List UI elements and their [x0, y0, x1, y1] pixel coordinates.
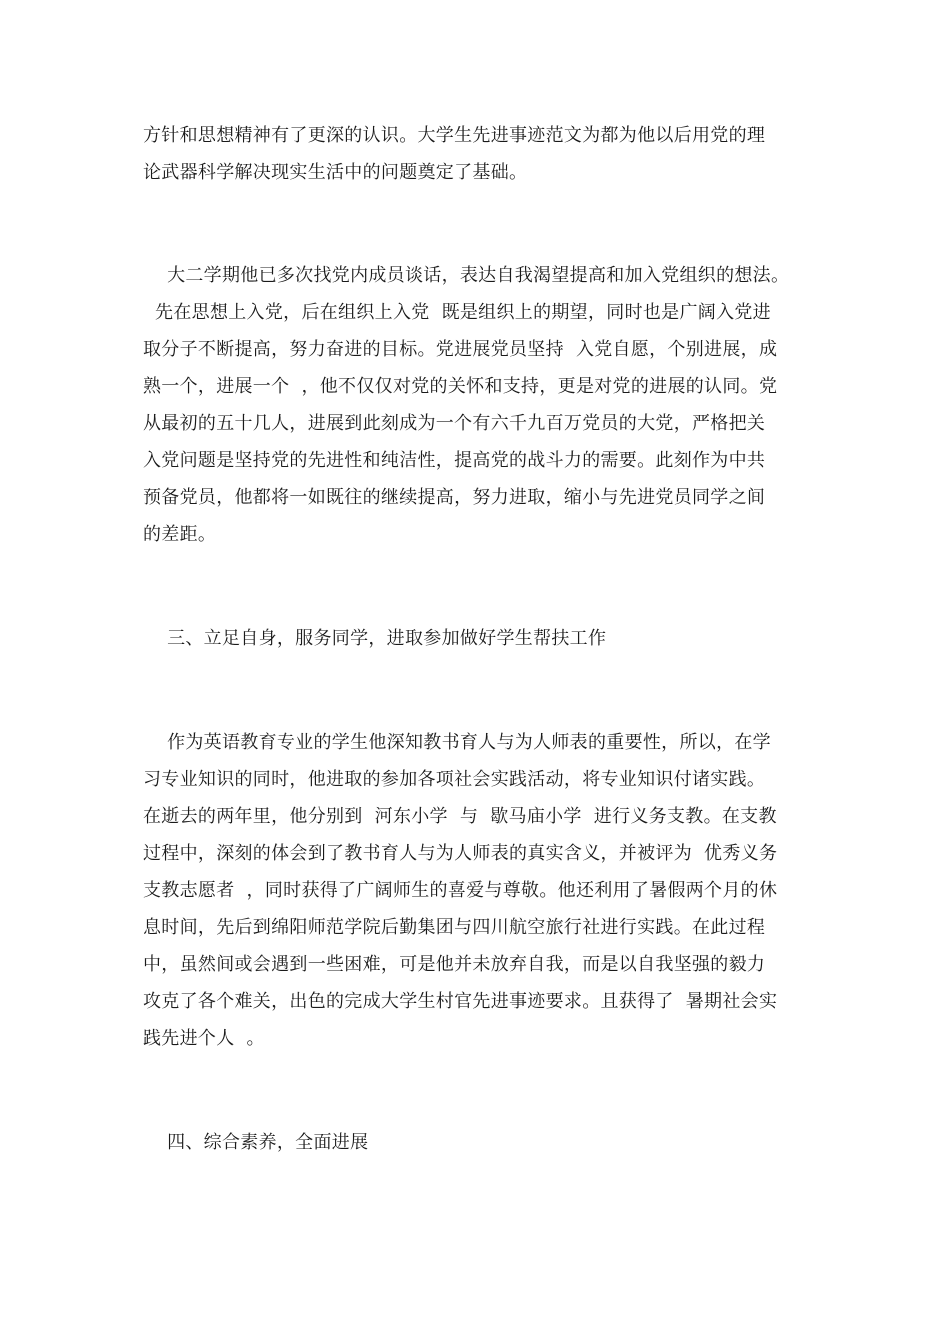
paragraph-line: 论武器科学解决现实生活中的问题奠定了基础。 [143, 162, 528, 183]
paragraph-line: 大二学期他已多次找党内成员谈话，表达自我渴望提高和加入党组织的想法。 [143, 265, 790, 286]
paragraph-line: 在逝去的两年里，他分别到 河东小学 与 歇马庙小学 进行义务支教。在支教 [143, 806, 777, 827]
paragraph-line: 入党问题是坚持党的先进性和纯洁性，提高党的战斗力的需要。此刻作为中共 [143, 450, 766, 471]
paragraph-line: 方针和思想精神有了更深的认识。大学生先进事迹范文为都为他以后用党的理 [143, 125, 766, 146]
paragraph-line: 先在思想上入党，后在组织上入党 既是组织上的期望，同时也是广阔入党进 [143, 302, 771, 323]
paragraph-line: 从最初的五十几人，进展到此刻成为一个有六千九百万党员的大党，严格把关 [143, 413, 766, 434]
paragraph-line: 息时间，先后到绵阳师范学院后勤集团与四川航空旅行社进行实践。在此过程 [143, 917, 766, 938]
paragraph-line: 熟一个，进展一个 ，他不仅仅对党的关怀和支持，更是对党的进展的认同。党 [143, 376, 778, 397]
paragraph-line: 过程中，深刻的体会到了教书育人与为人师表的真实含义，并被评为 优秀义务 [143, 843, 778, 864]
paragraph-line: 攻克了各个难关，出色的完成大学生村官先进事迹要求。且获得了 暑期社会实 [143, 991, 778, 1012]
paragraph-line: 践先进个人 。 [143, 1028, 265, 1049]
paragraph-line: 习专业知识的同时，他进取的参加各项社会实践活动，将专业知识付诸实践。 [143, 769, 766, 790]
paragraph-line: 中，虽然间或会遇到一些困难，可是他并未放弃自我，而是以自我坚强的毅力 [143, 954, 766, 975]
paragraph-line: 预备党员，他都将一如既往的继续提高，努力进取，缩小与先进党员同学之间 [143, 487, 766, 508]
paragraph-line: 作为英语教育专业的学生他深知教书育人与为人师表的重要性，所以，在学 [143, 732, 771, 753]
paragraph-line: 取分子不断提高，努力奋进的目标。党进展党员坚持 入党自愿，个别进展，成 [143, 339, 778, 360]
section-heading: 三、立足自身，服务同学，进取参加做好学生帮扶工作 [143, 628, 607, 649]
section-heading: 四、综合素养，全面进展 [143, 1132, 369, 1153]
paragraph-line: 支教志愿者 ，同时获得了广阔师生的喜爱与尊敬。他还利用了暑假两个月的休 [143, 880, 778, 901]
paragraph-line: 的差距。 [143, 524, 217, 545]
